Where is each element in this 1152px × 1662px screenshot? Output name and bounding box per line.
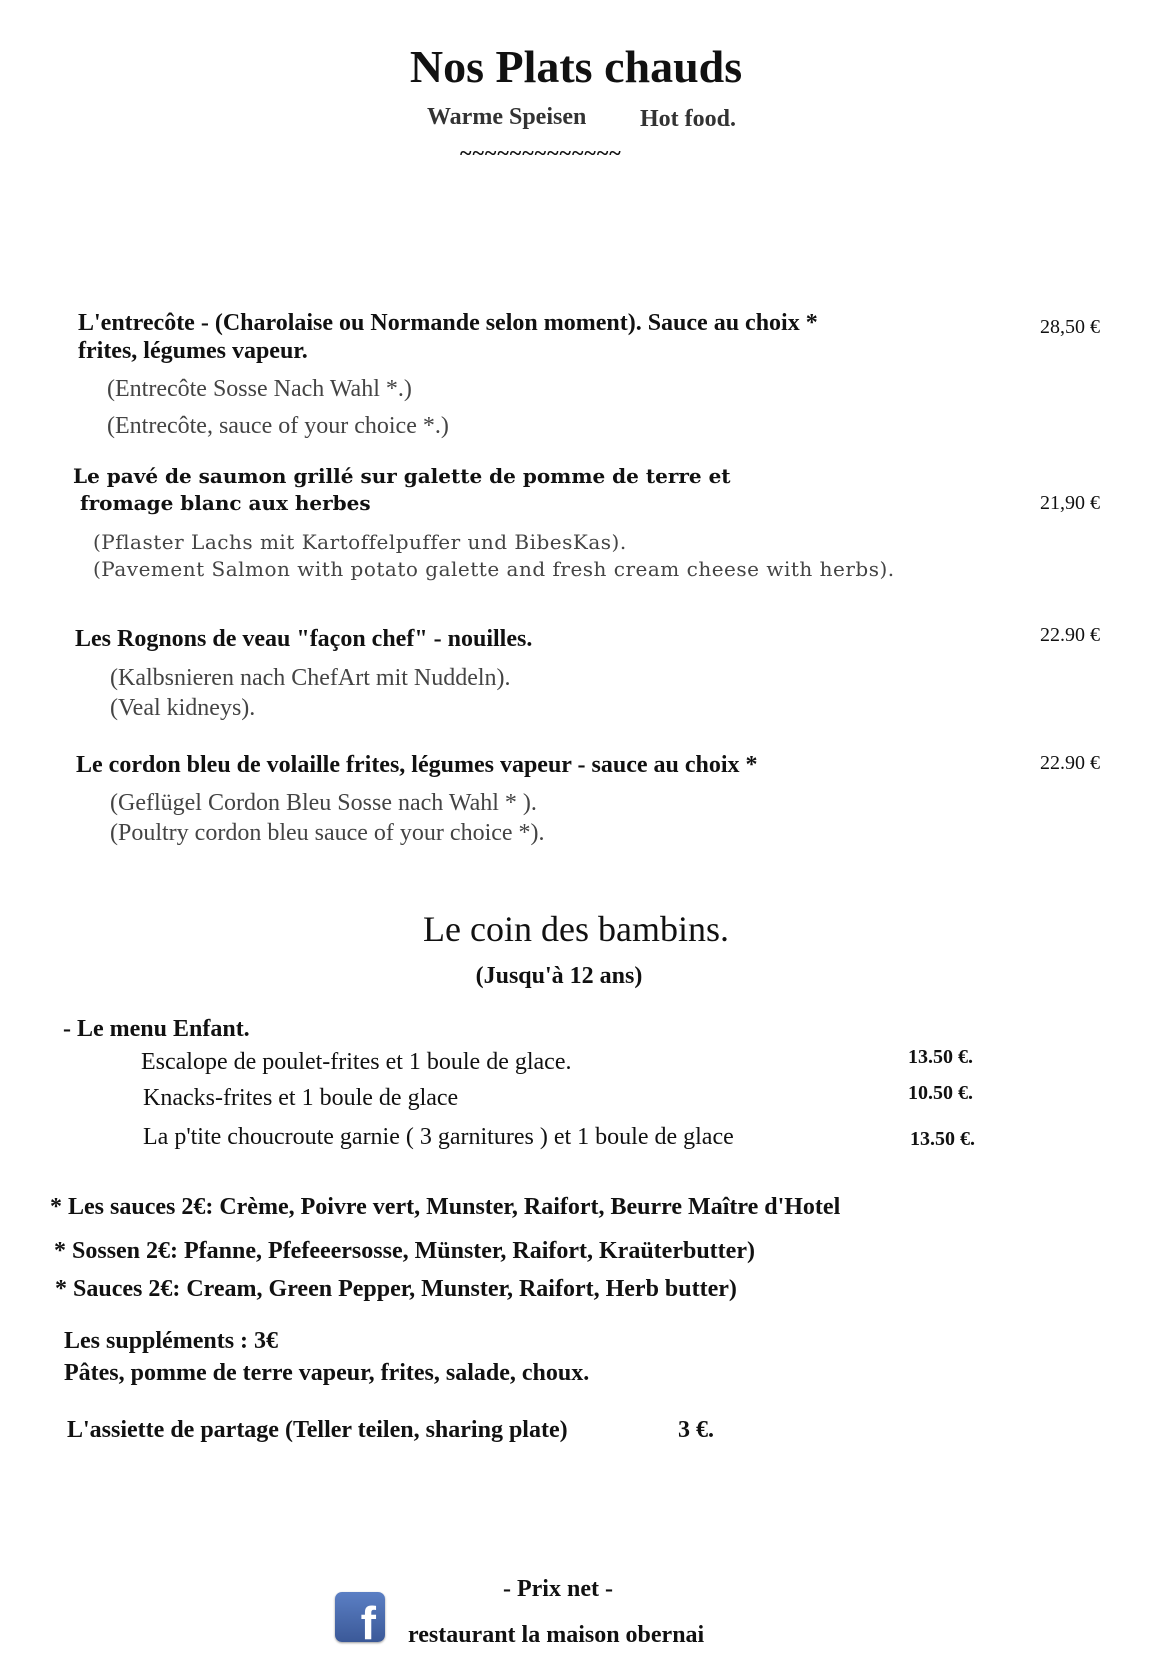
kids-menu-label: - Le menu Enfant. (63, 1016, 250, 1042)
dish-name: Le cordon bleu de volaille frites, légumes vapeur - sauce au choix * (76, 752, 758, 778)
dish-name-cont: fromage blanc aux herbes (80, 491, 371, 515)
restaurant-name: restaurant la maison obernai (408, 1622, 705, 1648)
sauces-german: * Sossen 2€: Pfanne, Pfefeeersosse, Münster, Raifort, Kraüterbutter) (54, 1238, 755, 1264)
sharing-plate-price: 3 €. (678, 1417, 714, 1443)
sauces-french: * Les sauces 2€: Crème, Poivre vert, Munster, Raifort, Beurre Maître d'Hotel (50, 1194, 841, 1220)
dish-name: L'entrecôte - (Charolaise ou Normande selon moment). Sauce au choix * (78, 310, 818, 336)
dish-translation-en: (Veal kidneys). (110, 695, 256, 721)
dish-translation-de: (Geflügel Cordon Bleu Sosse nach Wahl * ). (110, 790, 537, 816)
kids-item-price: 13.50 €. (910, 1128, 975, 1150)
subtitle-german: Warme Speisen (427, 104, 587, 130)
page-title: Nos Plats chauds (409, 41, 743, 92)
net-price-note: - Prix net - (503, 1576, 613, 1602)
dish-translation-de: (Pflaster Lachs mit Kartoffelpuffer und BibesKas). (93, 530, 627, 554)
dish-name: Les Rognons de veau "façon chef" - nouilles. (75, 626, 533, 652)
dish-translation-en: (Pavement Salmon with potato galette and fresh cream cheese with herbs). (93, 557, 895, 581)
dish-name: Le pavé de saumon grillé sur galette de pomme de terre et (73, 464, 731, 488)
kids-item-name: Escalope de poulet-frites et 1 boule de glace. (141, 1049, 572, 1075)
sharing-plate-label: L'assiette de partage (Teller teilen, sharing plate) (67, 1417, 568, 1443)
sauces-english: * Sauces 2€: Cream, Green Pepper, Munster, Raifort, Herb butter) (55, 1276, 737, 1302)
kids-item-name: La p'tite choucroute garnie ( 3 garnitures ) et 1 boule de glace (143, 1124, 734, 1150)
dish-translation-en: (Entrecôte, sauce of your choice *.) (107, 413, 449, 439)
title-ornament: ~~~~~~~~~~~~~ (460, 140, 622, 165)
supplements-label: Les suppléments : 3€ (64, 1328, 279, 1354)
dish-price: 28,50 € (1040, 316, 1100, 338)
dish-price: 22.90 € (1040, 624, 1100, 646)
subtitle-english: Hot food. (640, 106, 736, 132)
kids-item-price: 13.50 €. (908, 1046, 973, 1068)
dish-price: 22.90 € (1040, 752, 1100, 774)
dish-translation-de: (Kalbsnieren nach ChefArt mit Nuddeln). (110, 665, 511, 691)
facebook-icon-glyph: f (360, 1597, 376, 1642)
facebook-icon[interactable] (335, 1592, 385, 1642)
dish-translation-de: (Entrecôte Sosse Nach Wahl *.) (107, 376, 412, 402)
dish-price: 21,90 € (1040, 492, 1100, 514)
kids-section-subtitle: (Jusqu'à 12 ans) (475, 963, 643, 989)
kids-section-title: Le coin des bambins. (423, 909, 729, 949)
dish-translation-en: (Poultry cordon bleu sauce of your choice *). (110, 820, 545, 846)
kids-item-price: 10.50 €. (908, 1082, 973, 1104)
supplements-items: Pâtes, pomme de terre vapeur, frites, salade, choux. (64, 1360, 590, 1386)
dish-name-cont: frites, légumes vapeur. (78, 338, 308, 364)
kids-item-name: Knacks-frites et 1 boule de glace (143, 1085, 459, 1111)
